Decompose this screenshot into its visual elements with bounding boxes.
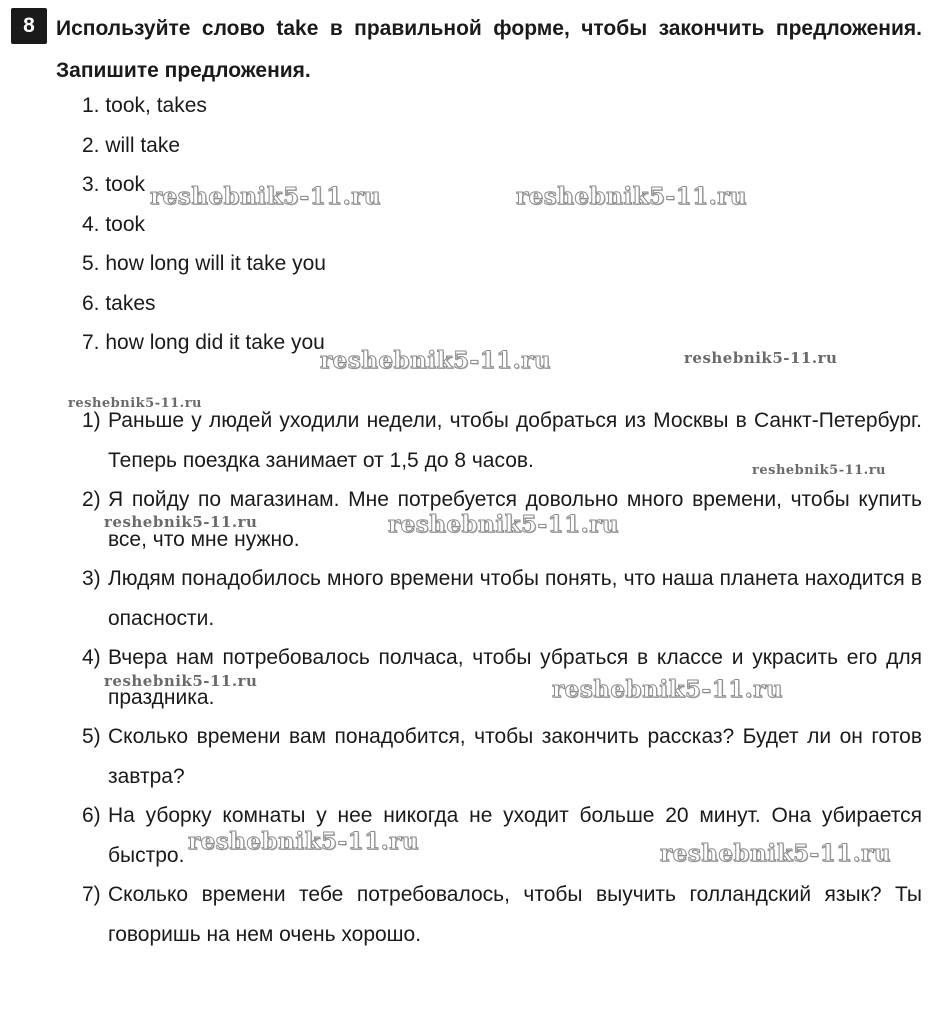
answer-item: 4. took <box>82 212 146 236</box>
translation-number: 3) <box>82 567 101 590</box>
translation-text: Людям понадобилось много времени чтобы понять, что наша планета находится в опасности. <box>108 567 922 630</box>
translation-number: 1) <box>82 409 101 432</box>
translation-text: Сколько времени тебе потребовалось, чтобы выучить голландский язык? Ты говоришь на нем очень хорошо. <box>108 883 922 946</box>
answer-item: 6. takes <box>82 291 156 315</box>
answer-item: 5. how long will it take you <box>82 252 326 275</box>
watermark: reshebnik5-11.ru <box>388 511 619 538</box>
translation-text: Я пойду по магазинам. Мне потребуется довольно много времени, чтобы купить все, что мне нужно. <box>108 488 922 551</box>
translation-number: 4) <box>82 646 101 669</box>
translation-text: На уборку комнаты у нее никогда не уходит больше 20 минут. Она убирается быстро. <box>108 804 922 867</box>
answer-list <box>82 86 326 363</box>
translation-number: 7) <box>82 883 101 906</box>
watermark: reshebnik5-11.ru <box>150 183 381 210</box>
watermark: reshebnik5-11.ru <box>660 840 891 867</box>
watermark: reshebnik5-11.ru <box>104 513 258 531</box>
translation-text: Вчера нам потребовалось полчаса, чтобы убраться в классе и украсить его для праздника. <box>108 646 922 709</box>
answer-item: 3. took <box>82 173 146 196</box>
watermark: reshebnik5-11.ru <box>516 183 747 210</box>
watermark: reshebnik5-11.ru <box>104 672 258 690</box>
watermark: reshebnik5-11.ru <box>684 349 838 367</box>
translation-text: Сколько времени вам понадобится, чтобы закончить рассказ? Будет ли он готов завтра? <box>108 725 922 788</box>
watermark: reshebnik5-11.ru <box>188 828 419 855</box>
task-number-badge: 8 <box>11 8 47 44</box>
answer-item: 2. will take <box>82 133 181 157</box>
watermark: reshebnik5-11.ru <box>320 347 551 374</box>
watermark: reshebnik5-11.ru <box>552 676 783 703</box>
answer-item: 1. took, takes <box>82 94 207 117</box>
translation-number: 6) <box>82 804 101 827</box>
translation-item <box>82 875 922 954</box>
task-title: Используйте слово take в правильной форме, чтобы закончить предложения. Запишите предложения. <box>56 17 922 82</box>
watermark: reshebnik5-11.ru <box>68 396 203 411</box>
answer-item: 7. how long did it take you <box>82 331 325 354</box>
translation-number: 2) <box>82 488 101 511</box>
translation-text: Раньше у людей уходили недели, чтобы добраться из Москвы в Санкт-Петербург. Теперь поездка занимает от 1,5 до 8 часов. <box>108 409 922 472</box>
translation-item <box>82 559 922 638</box>
watermark: reshebnik5-11.ru <box>752 463 887 478</box>
translation-item <box>82 717 922 796</box>
translation-number: 5) <box>82 725 101 748</box>
